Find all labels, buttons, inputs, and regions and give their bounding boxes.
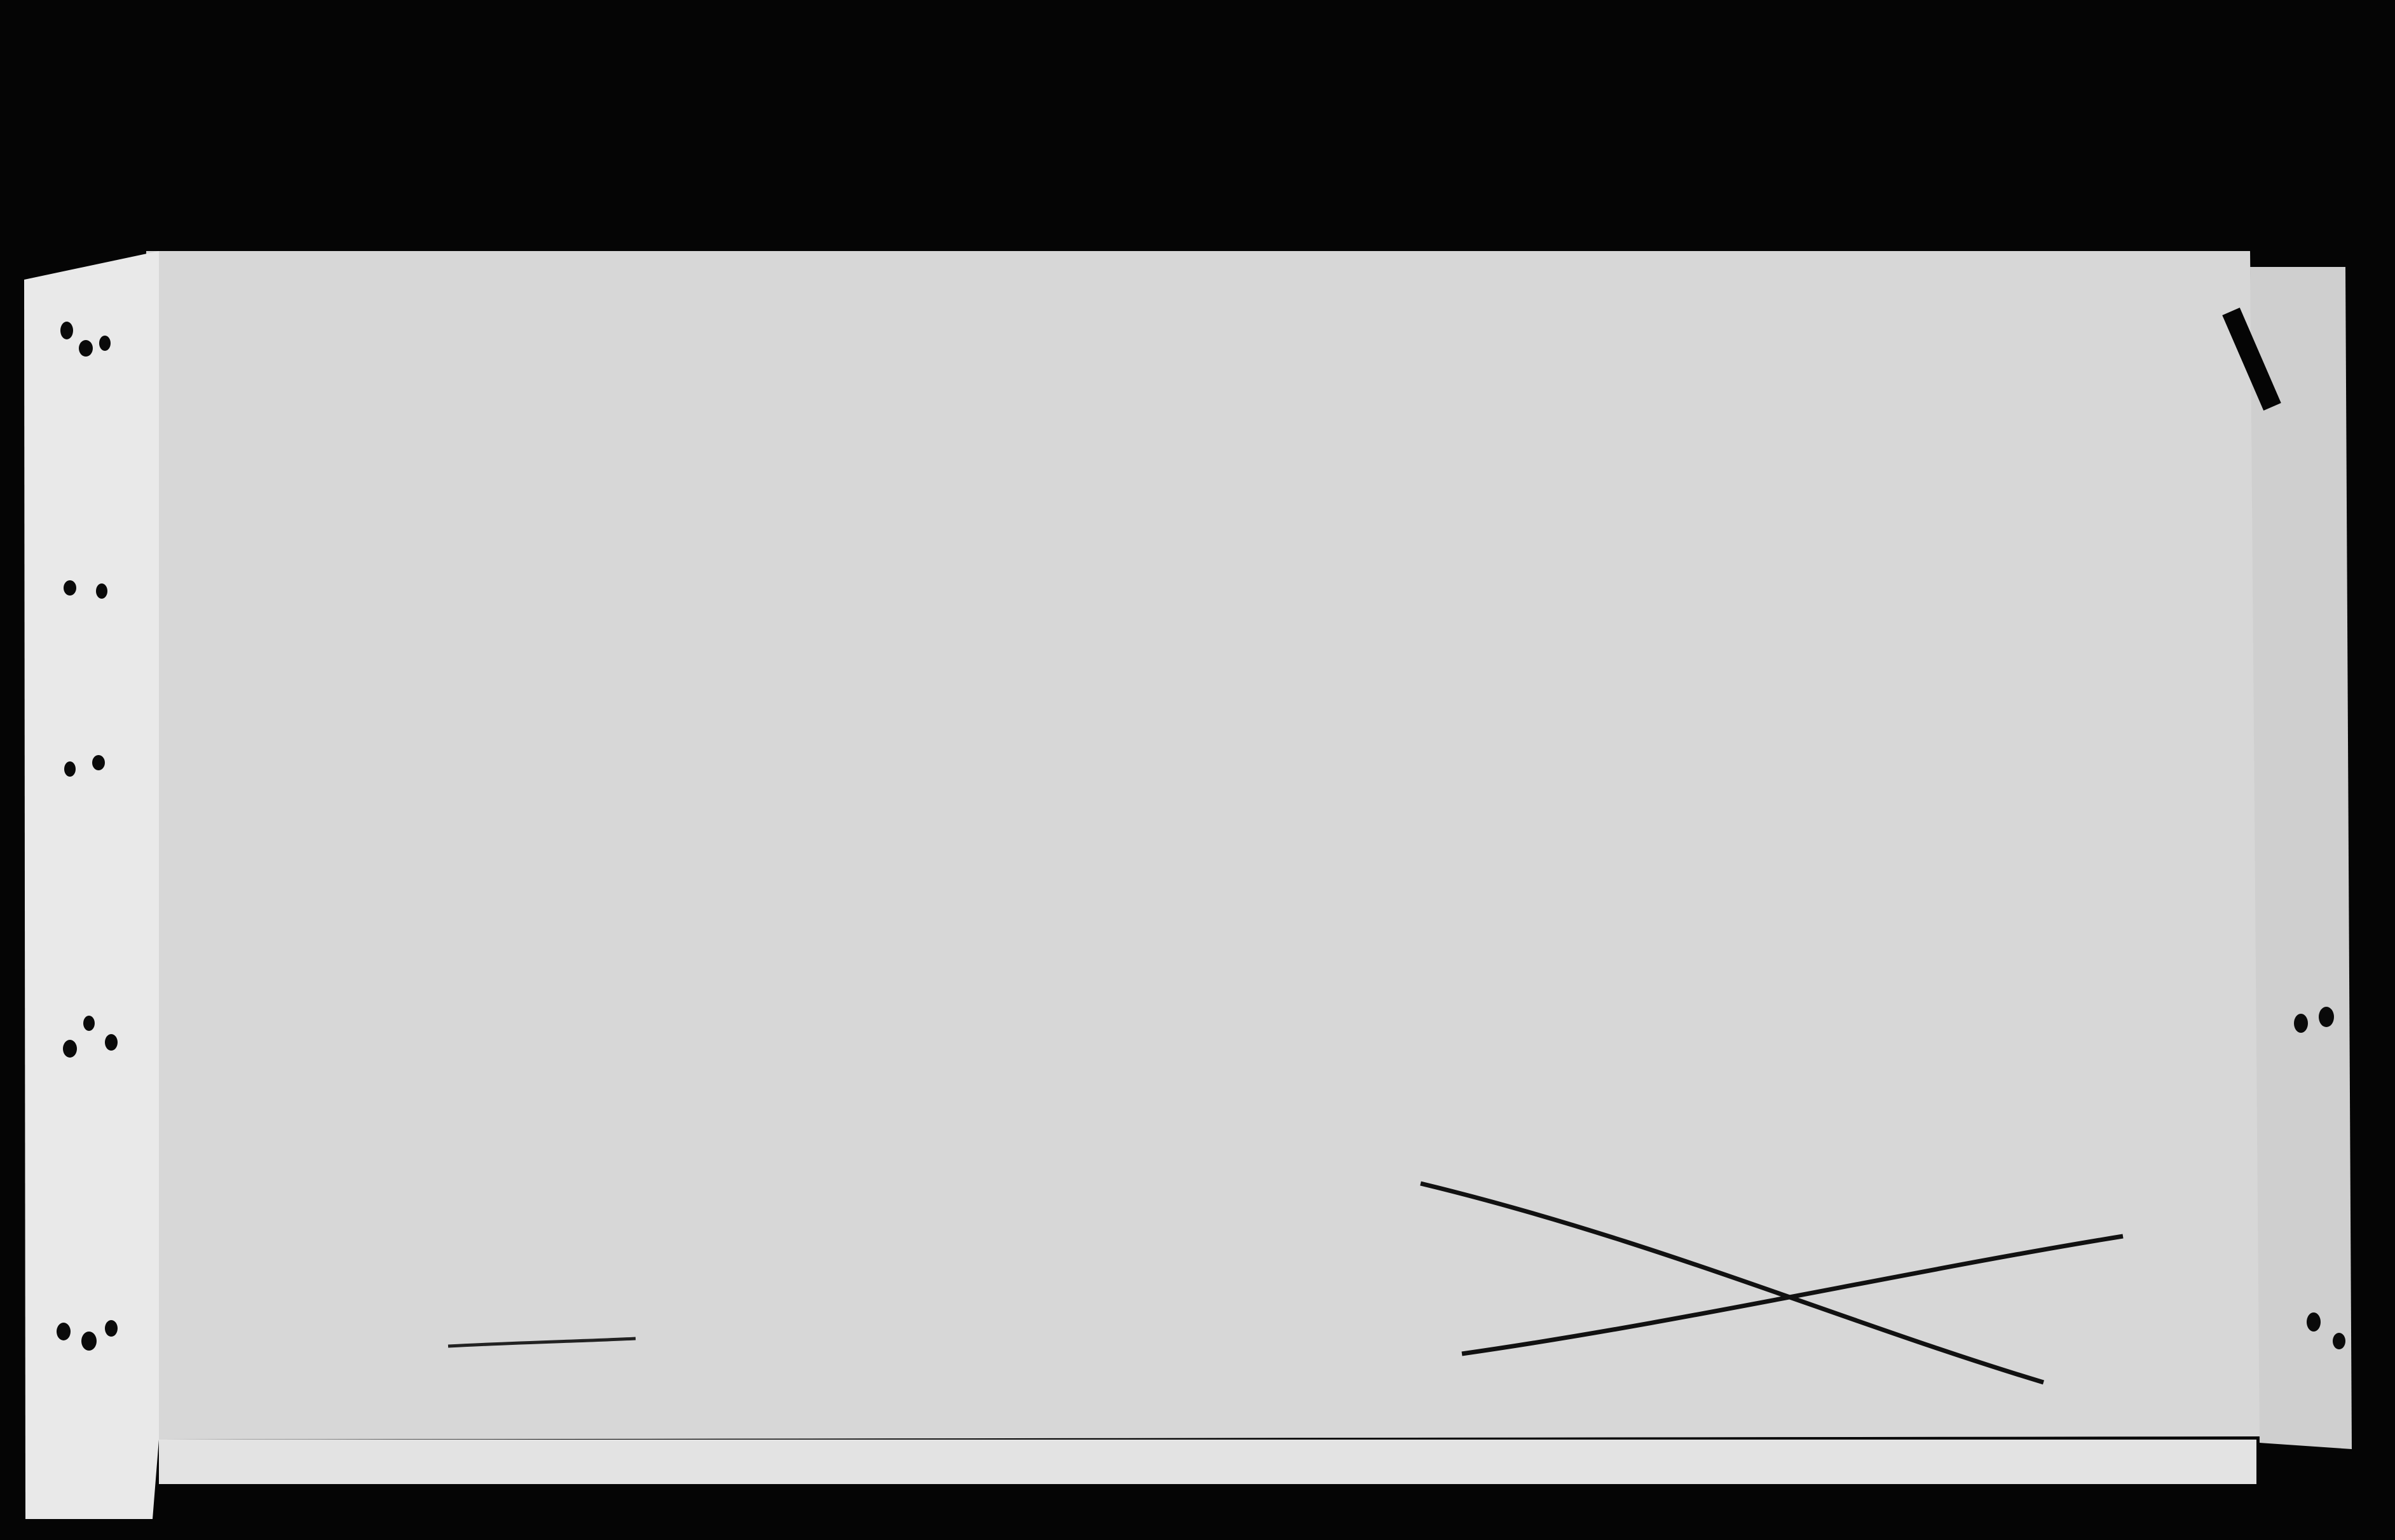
left-margin-strip (24, 251, 159, 1519)
card-paper (146, 251, 2263, 1440)
bottom-strip (159, 1440, 2256, 1484)
right-margin-strip (2250, 267, 2352, 1449)
